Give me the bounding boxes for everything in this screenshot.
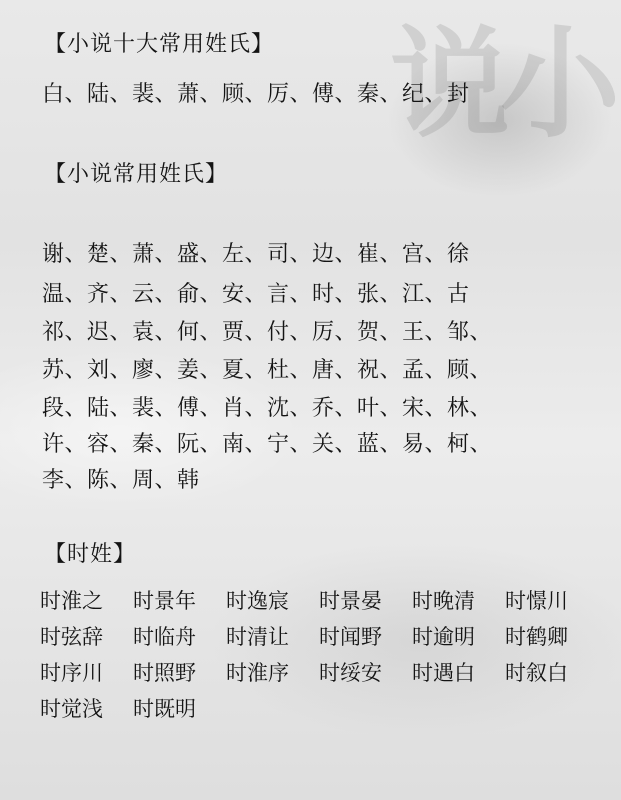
section-heading-common: 【小说常用姓氏】 [44, 162, 229, 187]
shi-name: 时临舟 [133, 625, 196, 649]
shi-name: 时逸宸 [226, 589, 289, 613]
common-surnames-line: 温、齐、云、俞、安、言、时、张、江、古 [42, 282, 470, 307]
shi-name: 时鹤卿 [505, 625, 568, 649]
shi-name: 时晚清 [412, 589, 475, 613]
top-ten-surnames-line: 白、陆、裴、萧、顾、厉、傅、秦、纪、封 [42, 82, 470, 107]
common-surnames-line: 祁、迟、袁、何、贾、付、厉、贺、王、邹、 [42, 320, 493, 345]
shi-name: 时弦辞 [40, 625, 103, 649]
common-surnames-line: 许、容、秦、阮、南、宁、关、蓝、易、柯、 [42, 432, 493, 457]
common-surnames-line: 段、陆、裴、傅、肖、沈、乔、叶、宋、林、 [42, 396, 493, 421]
shi-name: 时叙白 [505, 661, 568, 685]
shi-name: 时淮序 [226, 661, 289, 685]
section-heading-top-ten: 【小说十大常用姓氏】 [44, 32, 275, 57]
shi-names-grid [40, 586, 600, 730]
shi-name: 时绥安 [319, 661, 382, 685]
common-surnames-line: 苏、刘、廖、姜、夏、杜、唐、祝、孟、顾、 [42, 358, 493, 383]
shi-names-row [40, 586, 600, 622]
shi-name: 时觉浅 [40, 697, 103, 721]
shi-name: 时逾明 [412, 625, 475, 649]
common-surnames-line: 谢、楚、萧、盛、左、司、边、崔、宫、徐 [42, 242, 470, 267]
shi-names-row [40, 694, 600, 730]
shi-name: 时清让 [226, 625, 289, 649]
section-heading-shi: 【时姓】 [44, 542, 137, 567]
background-watermark: 小说 [370, 20, 621, 140]
shi-name: 时景年 [133, 589, 196, 613]
shi-name: 时淮之 [40, 589, 103, 613]
shi-names-row [40, 622, 600, 658]
shi-name: 时憬川 [505, 589, 568, 613]
shi-name: 时序川 [40, 661, 103, 685]
shi-name: 时照野 [133, 661, 196, 685]
shi-names-row [40, 658, 600, 694]
shi-name: 时既明 [133, 697, 196, 721]
shi-name: 时闻野 [319, 625, 382, 649]
common-surnames-line: 李、陈、周、韩 [42, 468, 200, 493]
shi-name: 时景晏 [319, 589, 382, 613]
shi-name: 时遇白 [412, 661, 475, 685]
